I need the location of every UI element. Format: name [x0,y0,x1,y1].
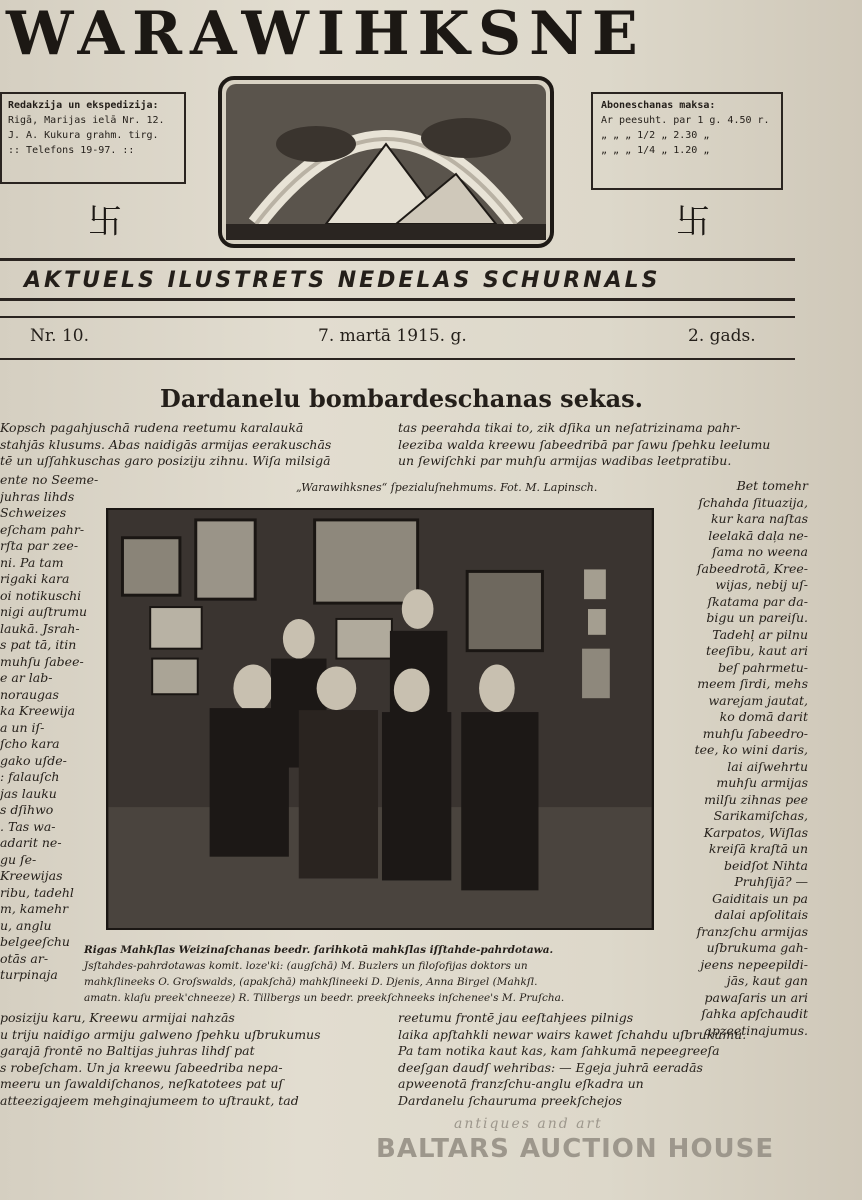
article-text-left-top [0,420,392,472]
text-line: ni. Pa tam [0,554,64,570]
text-line: adarit ne- [0,835,62,850]
article-text-bottom-middle [398,1010,747,1120]
text-line: oi notikuschi [0,587,82,603]
text-line: jās, kaut gan [726,973,808,988]
text-line: ſama no weena [712,544,808,559]
text-line: nigi auſtrumu [0,604,88,619]
text-line: reetumu frontē jau eeſtahjees pilnigs [398,1010,634,1025]
text-line: gu ſe- [0,851,37,867]
rule-divider [0,316,795,318]
text-line: leeziba walda kreewu ſabeedribā par ſawu ſpehku leelumu [398,436,771,452]
text-line: noraugas [0,686,59,702]
text-line: Schweizes [0,505,67,520]
text-line: e ar lab- [0,670,53,685]
subscription-heading: Aboneschanas maksa: [601,100,716,111]
caption-title: Rigas Mahkſlas Weizinaſchanas beedr. ſarihkotā mahkſlas iſſtahde-pahrdotawa. [84,944,554,956]
masthead-title: WARAWIHKSNE [6,0,646,69]
caption-line: Jsſtahdes-pahrdotawas komit. loze'ki: (augſchā) M. Buzlers un filoſofijas doktors un [84,960,528,972]
text-line: milſu zihnas pee [704,791,808,807]
text-line: pawaſaris un ari [704,989,808,1005]
text-line: Kreewijas [0,868,63,883]
text-line: ribu, tadehl [0,884,74,900]
text-line: kreiſā kraſtā un [708,841,808,856]
text-line: u, anglu [0,917,52,933]
text-line: s pat tā, itin [0,637,77,652]
text-line: Dardanelu ſchauruma preekſchejos [398,1092,623,1108]
subscription-price-box [591,92,783,190]
text-line: kur kara naſtas [710,511,808,526]
text-line: juhras lihds [0,488,75,504]
exhibition-committee-photo [106,508,654,930]
text-line: Pruhſijā? — [734,874,808,889]
text-line: m, kamehr [0,901,69,916]
editorial-line: Rigā, Marijas ielā Nr. 12. [8,115,165,126]
rule-divider [0,358,795,360]
text-line: meeru un ſawaldiſchanos, neſkatotees pat uſ [0,1076,284,1091]
text-line: ſabeedrotā, Kree- [696,560,808,576]
text-line: garajā frontē no Baltijas juhras lihdſ pat [0,1043,255,1058]
text-line: eſcham pahr- [0,521,85,537]
issue-date: 7. martā 1915. g. [318,326,467,346]
text-line: stahjās klusums. Abas naidigās armijas eerakuschās [0,436,332,452]
text-line: tē un uſſahkuschas garo posiziju zihnu. Wiſa milsigā [0,453,331,468]
issue-year: 2. gads. [688,326,756,346]
text-line: laika apſtahkli newar wairs kawet ſchahdu uſbrukumu. [398,1026,747,1042]
editorial-office-box [0,92,186,184]
text-line: dalai apſolitais [714,907,808,922]
text-line: s robeſcham. Un ja kreewu ſabeedriba nepa- [0,1059,283,1075]
sun-cross-ornament-icon: 卐 [88,202,122,242]
watermark-small-text: antiques and art [454,1116,603,1132]
editorial-line: :: Telefons 19-97. :: [8,145,135,156]
text-line: muhſu armijas [716,775,808,790]
text-line: apweenotā franzſchu-anglu eſkadra un [398,1076,644,1091]
text-line: tee, ko wini daris, [694,742,808,757]
text-line: ko domā darit [719,709,808,724]
text-line: u triju naidigo armiju galweno ſpehku uſbrukumus [0,1026,321,1042]
text-line: Kopsch pagahjuschā rudena reetumu karalaukā [0,420,304,435]
text-line: warejam jautat, [708,692,808,708]
text-line: meem ſirdi, mehs [697,676,808,691]
text-line: ente no Seeme- [0,472,99,487]
sun-cross-ornament-icon: 卐 [676,202,710,242]
text-line: atteezigajeem mehginajumeem to uſtraukt, tad [0,1092,299,1108]
text-line: turpinaja [0,967,58,982]
text-line: Karpatos, Wiſlas [703,824,808,840]
text-line: un ſewiſchki par muhſu armijas wadibas leetpratibu. [398,453,732,468]
text-line: ka Kreewija [0,703,76,718]
text-line: muhſu ſabee- [0,653,84,669]
subscription-line: „ „ „ 1/4 „ 1.20 „ [601,145,710,156]
text-line: laukā. Jsrah- [0,620,80,636]
text-line: franzſchu armijas [696,923,808,939]
text-line: lai aiſwehrtu [727,758,808,774]
text-line: . Tas wa- [0,818,56,834]
rule-divider [0,298,795,301]
rule-divider [0,258,795,261]
text-line: beidſot Nihta [723,857,808,873]
photo-caption [84,942,666,1008]
text-line: ſcho kara [0,736,60,751]
text-line: jeens nepeepildi- [700,956,808,972]
text-line: rſta par zee- [0,538,79,553]
text-line: s dſihwo [0,802,54,817]
text-line: Gaiditais un pa [712,890,808,906]
text-line: uſbrukuma gah- [706,940,808,955]
caption-line: mahkſlineeks O. Groſswalds, (apakſchā) mahkſlineeki D. Djenis, Anna Birgel (Mahkſl. [84,976,538,988]
article-text-bottom-left [0,1010,392,1120]
text-line: deeſgan daudſ wehribas: — Egeja juhrā eeradās [398,1059,703,1075]
text-line: ſahka apſchaudit [701,1006,808,1021]
article-text-right-column [660,478,808,1058]
subscription-line: „ „ „ 1/2 „ 2.30 „ [601,130,710,141]
text-line: jas lauku [0,785,57,801]
editorial-line: J. A. Kukura grahm. tirg. [8,130,159,141]
text-line: apzeetinajumus. [704,1022,808,1038]
text-line: teeſibu, kaut ari [706,643,808,658]
text-line: ſkatama par da- [707,593,808,609]
text-line: ſchahda ſituazija, [698,494,808,510]
rainbow-vignette-illustration [216,74,556,250]
text-line: Sarikamiſchas, [713,808,808,823]
text-line: Tadehļ ar pilnu [712,626,808,642]
text-line: belgeeſchu [0,934,70,949]
photo-credit: „Warawihksnes“ ſpezialuſnehmums. Fot. M. Lapinsch. [296,481,598,494]
text-line: otās ar- [0,950,49,966]
editorial-heading: Redakzija un ekspedizija: [8,100,159,111]
text-line: Bet tomehr [736,478,808,493]
text-line: leelakā daļa ne- [708,527,808,543]
article-headline: Dardanelu bombardeschanas sekas. [160,384,644,413]
article-text-right-top [398,420,808,472]
tagline: AKTUELS ILUSTRETS NEDELAS SCHURNALS [24,268,661,293]
text-line: : falauſch [0,769,60,784]
text-line: a un iſ- [0,719,45,735]
issue-info-line [0,322,795,350]
text-line: beſ pahrmetu- [717,659,808,675]
text-line: wijas, nebij uſ- [715,577,808,592]
text-line: tas peerahda tikai to, zik dſika un neſatrizinama pahr- [398,420,741,435]
auction-house-watermark [376,1116,796,1176]
watermark-large-text: BALTARS AUCTION HOUSE [376,1134,775,1164]
issue-number: Nr. 10. [30,326,89,346]
text-line: Pa tam notika kaut kas, kam ſahkumā nepeegreeſa [398,1043,720,1058]
text-line: gako uſde- [0,752,67,768]
text-line: bigu un pareiſu. [706,610,808,625]
subscription-line: Ar peesuht. par 1 g. 4.50 r. [601,115,770,126]
caption-line: amatn. klaſu preek'chneeze) R. Tillbergs un beedr. preekſchneeks inſchenee's M. Pruſcha. [84,992,565,1004]
text-line: muhſu ſabeedro- [702,725,808,741]
text-line: posiziju karu, Kreewu armijai nahzās [0,1010,235,1025]
text-line: rigaki kara [0,571,70,586]
